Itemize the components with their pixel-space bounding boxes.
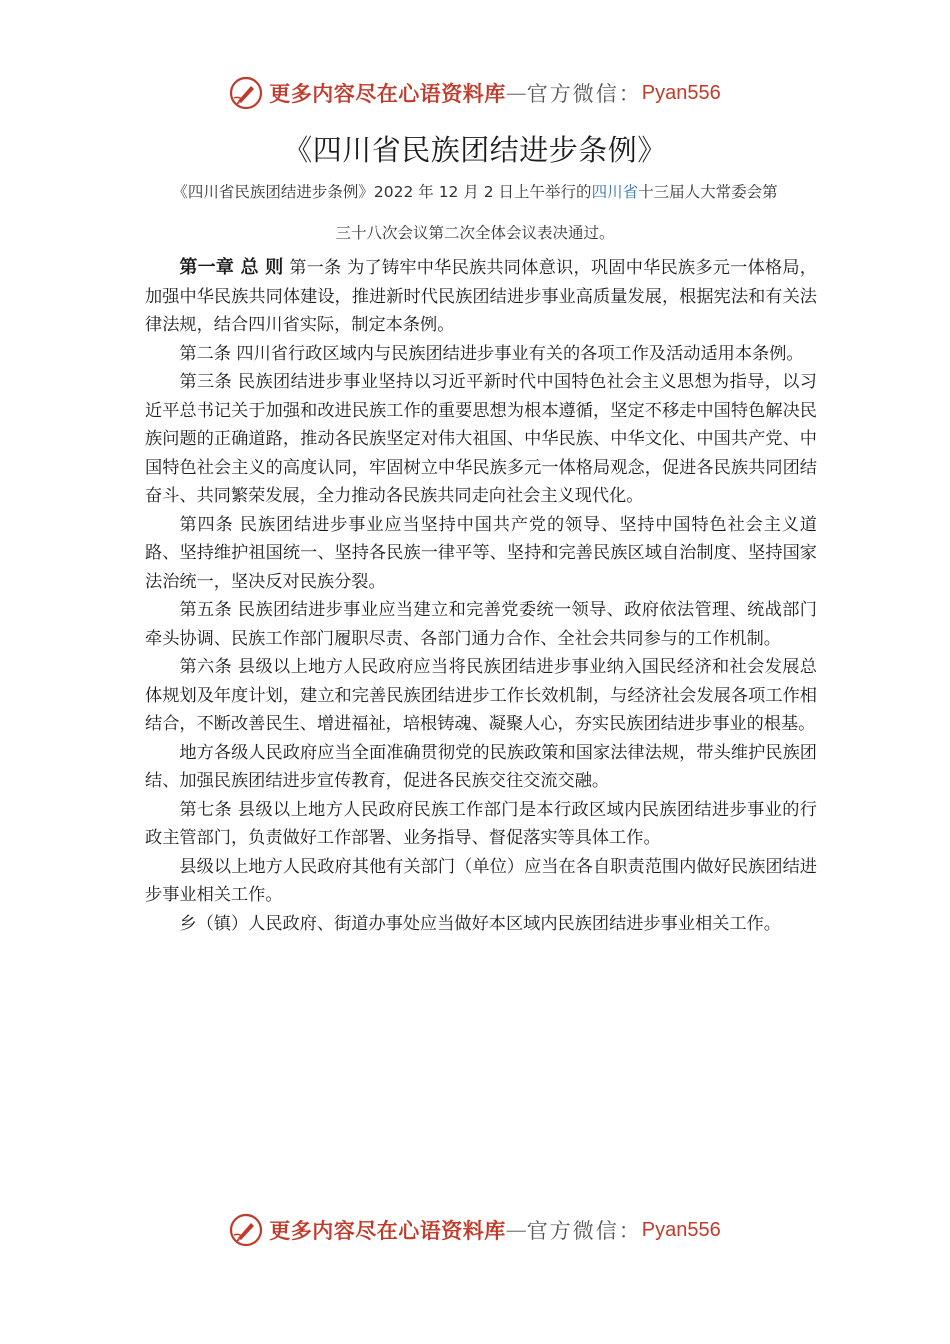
intro-line-1 <box>0 180 950 202</box>
intro-link-sichuan[interactable]: 四川省 <box>591 183 639 201</box>
article-2-paragraph: 第二条 四川省行政区域内与民族团结进步事业有关的各项工作及活动适用本条例。 <box>179 343 804 364</box>
banner-separator: — <box>505 81 527 105</box>
banner-wechat-label: 官方微信： <box>526 82 642 106</box>
intro-text-a: 《四川省民族团结进步条例》2022 年 12 月 2 日上午举行的 <box>172 183 592 201</box>
document-title: 《四川省民族团结进步条例》 <box>283 133 667 167</box>
article-6-paragraph-2: 地方各级人民政府应当全面准确贯彻党的民族政策和国家法律法规，带头维护民族团结、加强民族团结进步宣传教育，促进各民族交往交流交融。 <box>145 742 817 791</box>
article-7-paragraph-2: 县级以上地方人民政府其他有关部门（单位）应当在各自职责范围内做好民族团结进步事业相关工作。 <box>145 856 817 905</box>
intro-line-2: 三十八次会议第二次全体会议表决通过。 <box>335 224 615 242</box>
article-1-paragraph <box>145 254 817 340</box>
chapter-heading: 第一章 总 则 <box>179 257 284 278</box>
intro-text-b: 十三届人大常委会第 <box>638 183 778 201</box>
paragraph-text: 第一条 为了铸牢中华民族共同体意识，巩固中华民族多元一体格局，加强中华民族共同体建设，推进新时代民族团结进步事业高质量发展，根据宪法和有关法律法规，结合四川省实际，制定本条例。 <box>145 258 817 335</box>
banner-text: 更多内容尽在心语资料库 <box>269 81 506 106</box>
article-5-paragraph: 第五条 民族团结进步事业应当建立和完善党委统一领导、政府依法管理、统战部门牵头协调、民族工作部门履职尽责、各部门通力合作、全社会共同参与的工作机制。 <box>145 600 817 649</box>
document-body <box>145 254 817 938</box>
pen-logo-icon <box>229 1213 263 1247</box>
banner-wechat-id: Pyan556 <box>641 81 721 104</box>
banner-separator: — <box>505 1218 527 1242</box>
pen-logo-icon <box>229 76 263 110</box>
banner-wechat-id: Pyan556 <box>641 1218 721 1241</box>
article-7-paragraph-3: 乡（镇）人民政府、街道办事处应当做好本区域内民族团结进步事业相关工作。 <box>179 913 781 934</box>
article-6-paragraph: 第六条 县级以上地方人民政府应当将民族团结进步事业纳入国民经济和社会发展总体规划及年度计划，建立和完善民族团结进步工作长效机制，与经济社会发展各项工作相结合，不断改善民生、增进福祉，培根铸魂、凝聚人心，夯实民族团结进步事业的根基。 <box>145 657 817 734</box>
article-7-paragraph: 第七条 县级以上地方人民政府民族工作部门是本行政区域内民族团结进步事业的行政主管部门，负责做好工作部署、业务指导、督促落实等具体工作。 <box>145 799 817 848</box>
header-banner <box>0 73 950 113</box>
footer-banner <box>0 1210 950 1250</box>
banner-wechat-label: 官方微信： <box>526 1219 642 1243</box>
article-3-paragraph: 第三条 民族团结进步事业坚持以习近平新时代中国特色社会主义思想为指导，以习近平总书记关于加强和改进民族工作的重要思想为根本遵循，坚定不移走中国特色解决民族问题的正确道路，推动各民族坚定对伟大祖国、中华民族、中华文化、中国共产党、中国特色社会主义的高度认同，牢固树立中华民族多元一体格局观念，促进各民族共同团结奋斗、共同繁荣发展，全力推动各民族共同走向社会主义现代化。 <box>145 372 817 506</box>
banner-text: 更多内容尽在心语资料库 <box>269 1218 506 1243</box>
article-4-paragraph: 第四条 民族团结进步事业应当坚持中国共产党的领导、坚持中国特色社会主义道路、坚持维护祖国统一、坚持各民族一律平等、坚持和完善民族区域自治制度、坚持国家法治统一，坚决反对民族分裂。 <box>145 514 817 592</box>
